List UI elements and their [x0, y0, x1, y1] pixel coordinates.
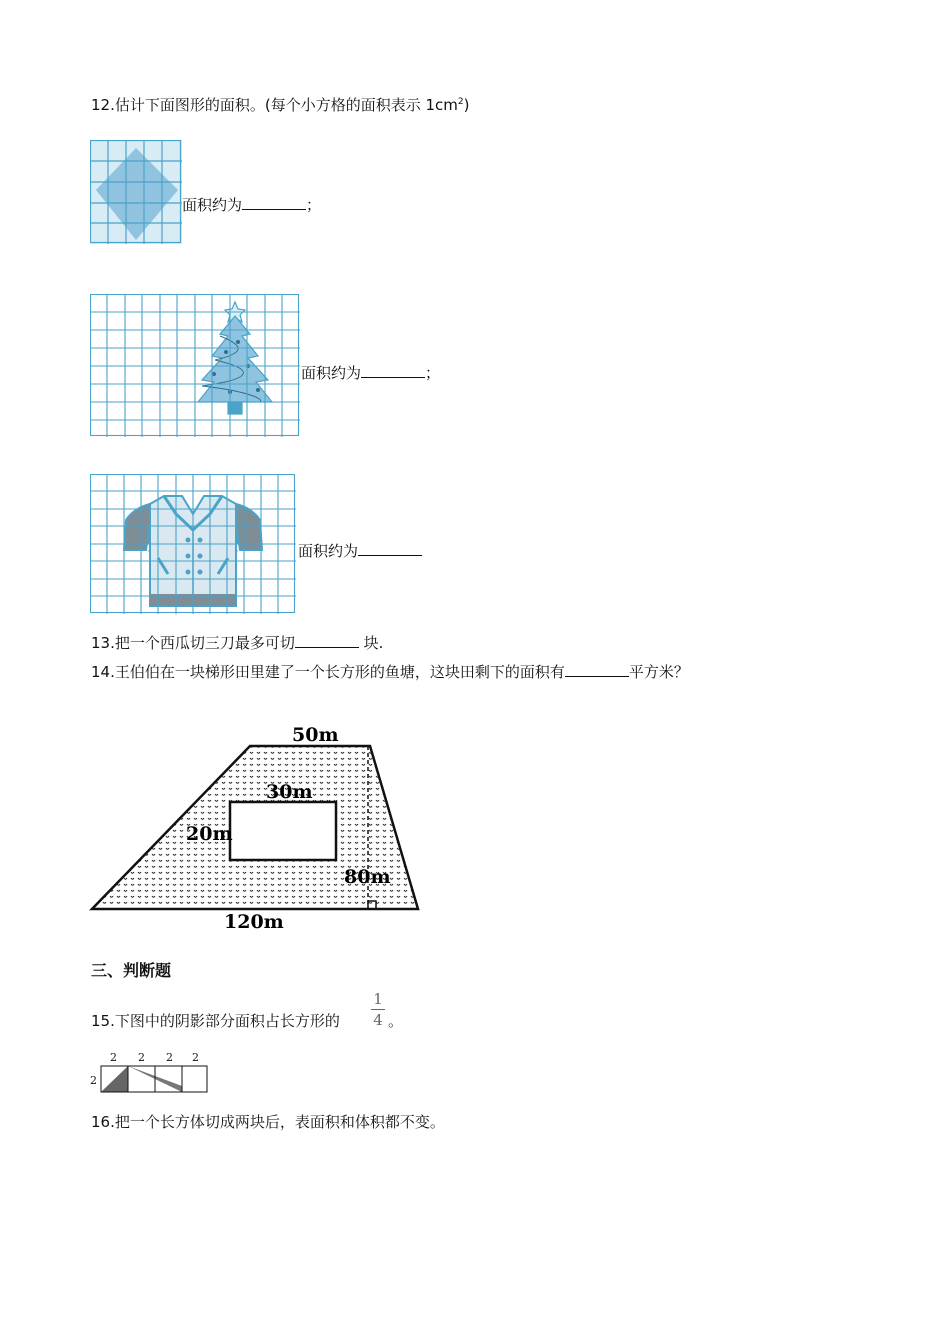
- answer-line-3: 面积约为: [298, 540, 422, 561]
- q13: 13.把一个西瓜切三刀最多可切 块.: [91, 634, 384, 652]
- q15: 15.下图中的阴影部分面积占长方形的: [91, 1012, 340, 1030]
- pond-rectangle: [230, 802, 336, 860]
- answer-blank[interactable]: [361, 363, 425, 378]
- answer-line-2: 面积约为 ；: [301, 364, 441, 382]
- grid-figure-jacket: [90, 474, 296, 614]
- fraction-denominator: 4: [373, 1011, 383, 1029]
- answer-blank[interactable]: [295, 633, 359, 648]
- q15-end: 。: [388, 1012, 404, 1030]
- answer-blank[interactable]: [242, 195, 306, 210]
- top-label: 2: [192, 1051, 199, 1064]
- label-bottom: 120m: [224, 911, 284, 932]
- answer-blank[interactable]: [565, 662, 629, 677]
- label-top: 50m: [292, 724, 339, 746]
- label-height: 80m: [344, 866, 391, 888]
- q16: 16.把一个长方体切成两块后，表面积和体积都不变。: [91, 1113, 445, 1131]
- fraction-numerator: 1: [373, 990, 383, 1008]
- top-label: 2: [110, 1051, 117, 1064]
- grid-figure-tree: [90, 294, 300, 437]
- q12-prompt: 12.估计下面图形的面积。(每个小方格的面积表示 $1cm^2$): [91, 96, 470, 114]
- label-pond-width: 30m: [266, 781, 313, 803]
- rectangle-figure: [88, 1048, 210, 1096]
- q14: 14.王伯伯在一块梯形田里建了一个长方形的鱼塘，这块田剩下的面积有 平方米？: [91, 663, 689, 681]
- side-label: 2: [90, 1074, 97, 1087]
- label-pond-height: 20m: [186, 823, 233, 845]
- trapezoid-figure: [88, 720, 424, 932]
- fraction: [370, 990, 386, 1029]
- shaded-triangle-1: [101, 1066, 128, 1092]
- answer-blank[interactable]: [358, 541, 422, 556]
- answer-line-1: 面积约为 ；: [182, 196, 322, 214]
- section-title: 三、判断题: [91, 961, 172, 980]
- top-label: 2: [138, 1051, 145, 1064]
- grid-figure-diamond: [90, 140, 182, 244]
- top-label: 2: [166, 1051, 173, 1064]
